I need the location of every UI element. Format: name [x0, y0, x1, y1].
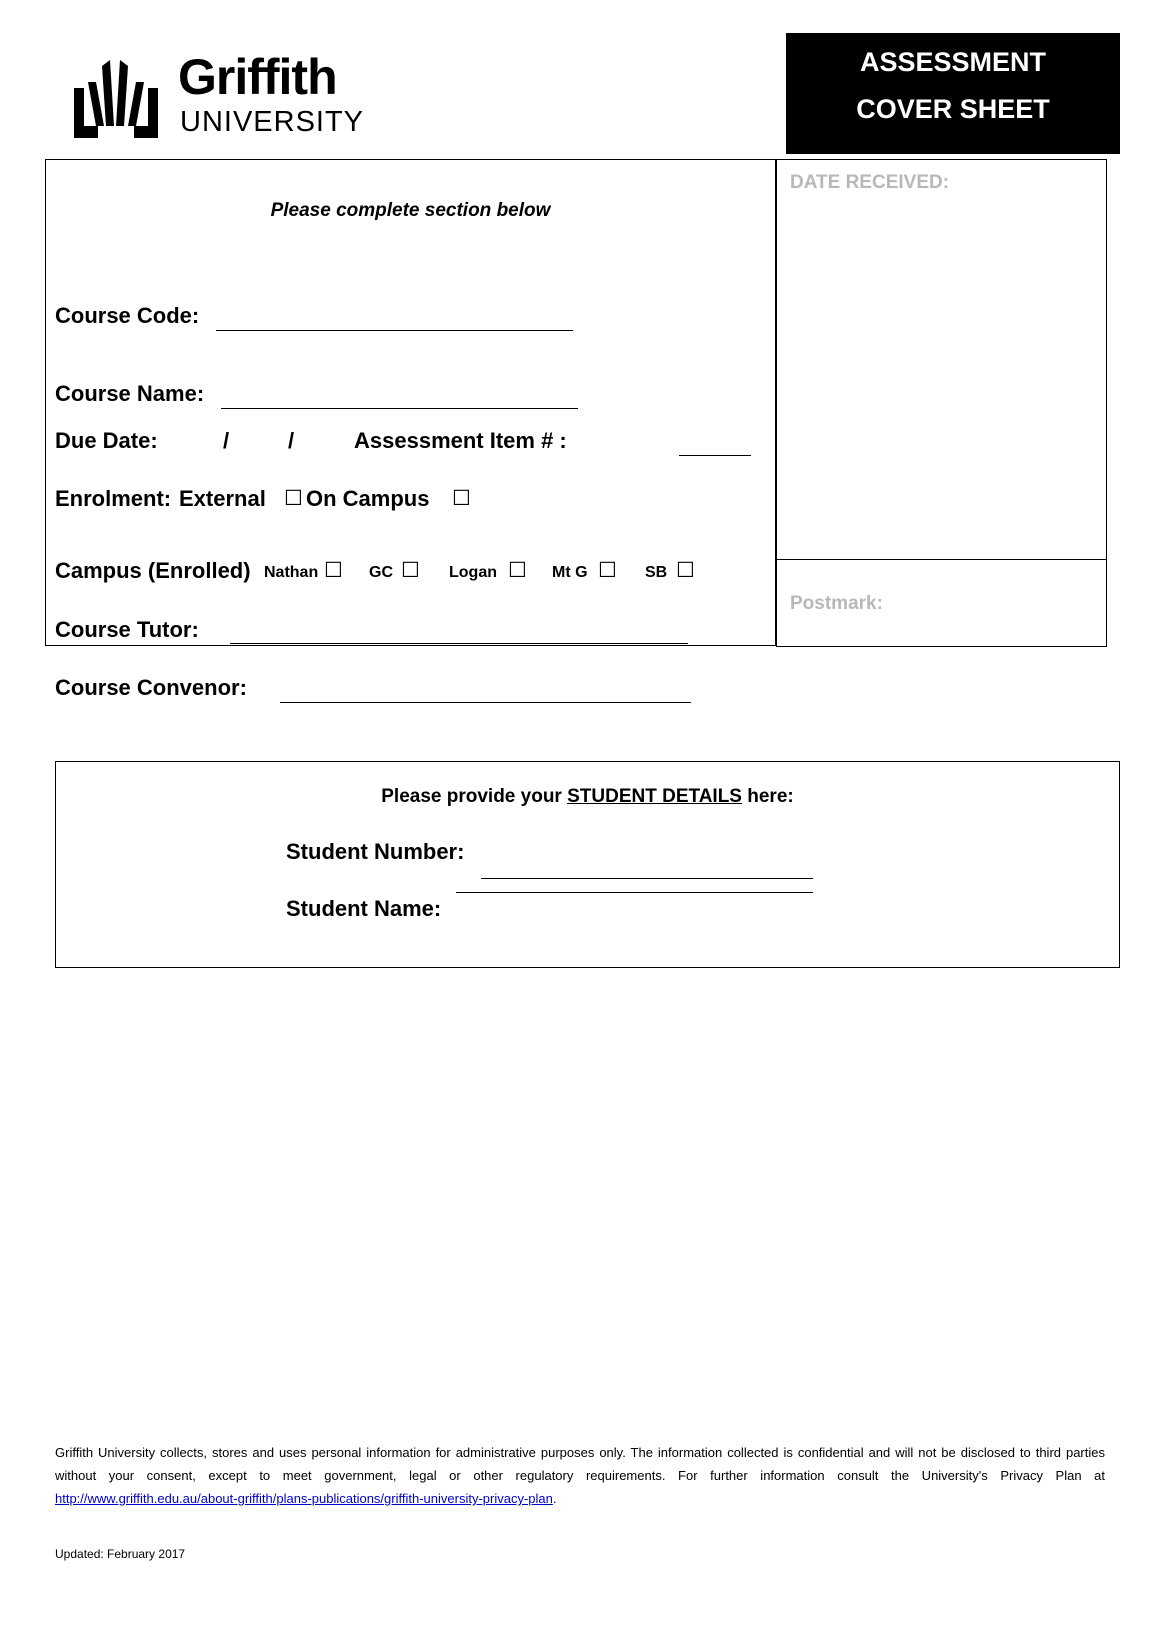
campus-gc-checkbox[interactable]: ☐ — [401, 559, 420, 582]
campus-nathan-label: Nathan — [264, 564, 319, 581]
title-box — [786, 33, 1120, 154]
course-convenor-label: Course Convenor: — [55, 675, 247, 700]
logo-wordmark: Griffith — [178, 49, 337, 105]
due-date-label: Due Date: — [55, 428, 158, 453]
privacy-statement — [55, 1441, 1105, 1510]
form-instruction: Please complete section below — [270, 200, 551, 221]
date-received-box — [776, 159, 1107, 560]
logo-subtitle: UNIVERSITY — [180, 106, 365, 138]
student-number-field[interactable] — [481, 878, 813, 879]
assessment-item-label: Assessment Item # : — [354, 428, 567, 453]
postmark-label: Postmark: — [790, 593, 883, 614]
title-line-2: COVER SHEET — [856, 94, 1050, 124]
course-tutor-label: Course Tutor: — [55, 617, 199, 642]
assessment-item-field[interactable] — [679, 455, 751, 456]
privacy-end: . — [552, 1491, 557, 1506]
due-date-separator-1: / — [223, 428, 230, 453]
course-tutor-field[interactable] — [230, 643, 688, 644]
external-label: External — [179, 486, 266, 511]
student-details-heading — [55, 786, 1120, 808]
enrolment-label: Enrolment: — [55, 486, 172, 511]
student-name-label: Student Name: — [286, 896, 442, 921]
campus-label: Campus (Enrolled) — [55, 558, 251, 583]
campus-sb-label: SB — [645, 564, 668, 581]
course-code-field[interactable] — [216, 330, 573, 331]
privacy-text: Griffith University collects, stores and uses personal information for administrative purposes only. The information collected is confidential and will not be disclosed to third parties without your consent, except to meet government, legal or other regulatory requirements. For further information consult the University's Privacy Plan at — [55, 1445, 1105, 1483]
campus-mtg-checkbox[interactable]: ☐ — [598, 559, 617, 582]
external-checkbox[interactable]: ☐ — [284, 487, 303, 510]
title-line-1: ASSESSMENT — [859, 47, 1047, 77]
griffith-logo — [74, 49, 374, 142]
updated-date: Updated: February 2017 — [55, 1547, 186, 1561]
student-heading-emphasis: STUDENT DETAILS — [567, 786, 742, 807]
logo-mark-icon — [74, 60, 174, 140]
student-heading-post: here: — [741, 786, 794, 807]
campus-nathan-checkbox[interactable]: ☐ — [324, 559, 343, 582]
privacy-plan-link[interactable]: http://www.griffith.edu.au/about-griffith/plans-publications/griffith-university-privacy-plan — [55, 1491, 553, 1506]
course-name-field[interactable] — [221, 408, 578, 409]
campus-gc-label: GC — [369, 564, 393, 581]
course-name-label: Course Name: — [55, 381, 205, 406]
on-campus-checkbox[interactable]: ☐ — [452, 487, 471, 510]
due-date-separator-2: / — [288, 428, 295, 453]
student-heading-pre: Please provide your — [381, 786, 568, 807]
on-campus-label: On Campus — [306, 486, 430, 511]
date-received-label: DATE RECEIVED: — [790, 172, 950, 193]
campus-mtg-label: Mt G — [552, 564, 588, 581]
student-number-label: Student Number: — [286, 839, 465, 864]
campus-sb-checkbox[interactable]: ☐ — [676, 559, 695, 582]
course-code-label: Course Code: — [55, 303, 200, 328]
campus-logan-checkbox[interactable]: ☐ — [508, 559, 527, 582]
course-convenor-field[interactable] — [280, 702, 691, 703]
student-name-field[interactable] — [456, 892, 813, 893]
campus-logan-label: Logan — [449, 564, 497, 581]
